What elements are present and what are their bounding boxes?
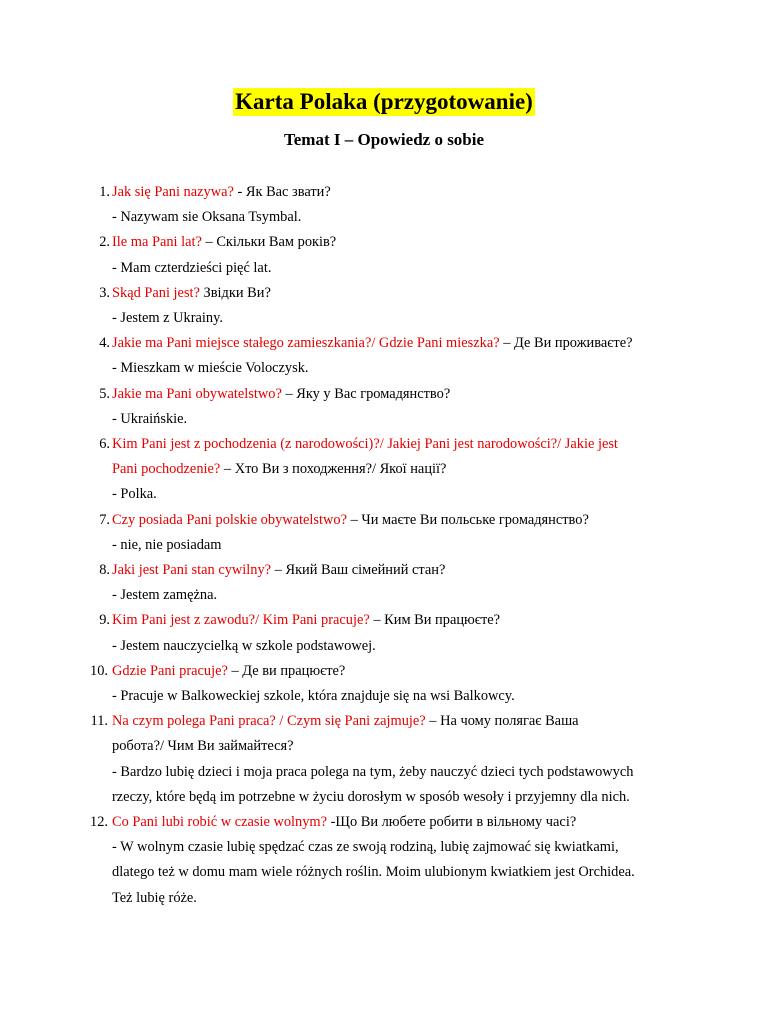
item-number: 2. — [99, 234, 110, 251]
item-line — [112, 457, 682, 482]
question-answer-list — [82, 180, 682, 911]
item-line — [112, 382, 682, 407]
item-number: 5. — [99, 385, 110, 402]
translation-text: – Чи маєте Ви польське громадянство? — [347, 511, 589, 528]
item-number: 6. — [99, 436, 110, 453]
question-text: Jakie ma Pani obywatelstwo? — [112, 385, 282, 402]
item-line — [112, 659, 682, 684]
answer-text: Też lubię róże. — [112, 889, 197, 906]
answer-text: - Jestem zamężna. — [112, 587, 218, 604]
question-text: Jakie ma Pani miejsce stałego zamieszkania?/ Gdzie Pani mieszka? — [112, 335, 500, 352]
list-item — [82, 558, 682, 608]
item-line — [112, 508, 682, 533]
answer-text: - Ukraińskie. — [112, 410, 188, 427]
translation-text: - Як Вас звати? — [233, 184, 331, 200]
item-line — [112, 533, 682, 558]
question-text: Na czym polega Pani praca? / Czym się Pani zajmuje? — [112, 713, 426, 730]
item-number: 9. — [99, 612, 110, 629]
item-line — [112, 860, 682, 885]
question-text: Jaki jest Pani stan cywilny? — [112, 562, 272, 579]
item-number: 1. — [99, 184, 110, 200]
list-item — [82, 659, 682, 709]
question-text: Jak się Pani nazywa? — [112, 184, 234, 200]
question-text: Ile ma Pani lat? — [112, 234, 202, 251]
translation-text: – Яку у Вас громадянство? — [281, 385, 451, 402]
item-line — [112, 558, 682, 583]
answer-text: - Bardzo lubię dzieci i moja praca polega na tym, żeby nauczyć dzieci tych podstawowych — [112, 763, 634, 780]
item-line — [112, 281, 682, 306]
list-item — [82, 608, 682, 658]
translation-text: – Де ви працюєте? — [227, 662, 346, 679]
item-line — [112, 734, 682, 759]
item-line — [112, 684, 682, 709]
answer-text: - Jestem nauczycielką w szkole podstawowej. — [112, 637, 376, 654]
list-item — [82, 331, 682, 381]
translation-text: – Де Ви проживаєте? — [499, 335, 633, 352]
translation-text: – Який Ваш сімейний стан? — [271, 562, 446, 579]
item-line — [112, 432, 682, 457]
list-item — [82, 382, 682, 432]
answer-text: - W wolnym czasie lubię spędzać czas ze swoją rodziną, lubię zajmować się kwiatkami, — [112, 839, 619, 856]
item-line — [112, 835, 682, 860]
item-line — [112, 331, 682, 356]
item-number: 3. — [99, 284, 110, 301]
item-line — [112, 407, 682, 432]
answer-text: робота?/ Чим Ви займайтеся? — [112, 738, 294, 755]
translation-text: – Ким Ви працюєте? — [369, 612, 501, 629]
question-text: Czy posiada Pani polskie obywatelstwo? — [112, 511, 348, 528]
list-item — [82, 508, 682, 558]
answer-text: rzeczy, które będą im potrzebne w życiu dorosłym w sposób wesoły i przyjemny dla nich. — [112, 788, 630, 805]
answer-text: dlatego też w domu mam wiele różnych roślin. Moim ulubionym kwiatkiem jest Orchidea. — [112, 864, 635, 881]
answer-text: - Pracuje w Balkoweckiej szkole, która znajduje się na wsi Balkowcy. — [112, 688, 515, 705]
list-item — [82, 432, 682, 508]
question-text: Co Pani lubi robić w czasie wolnym? — [112, 814, 328, 831]
translation-text: Звідки Ви? — [199, 284, 271, 301]
item-line — [112, 482, 682, 507]
item-line — [112, 256, 682, 281]
answer-text: - Nazywam sie Oksana Tsymbal. — [112, 209, 302, 226]
document-title: Karta Polaka (przygotowanie) — [235, 89, 533, 114]
question-text: Kim Pani jest z zawodu?/ Kim Pani pracuje? — [112, 612, 370, 629]
question-text: Pani pochodzenie? — [112, 461, 221, 478]
title-wrapper — [0, 88, 768, 116]
item-line — [112, 230, 682, 255]
list-item — [82, 281, 682, 331]
item-line — [112, 583, 682, 608]
item-number: 12. — [90, 814, 108, 831]
item-line — [112, 306, 682, 331]
answer-text: - Jestem z Ukrainy. — [112, 310, 223, 327]
translation-text: – Скільки Вам років? — [201, 234, 337, 251]
translation-text: – Хто Ви з походження?/ Якої нації? — [220, 461, 447, 478]
translation-text: – На чому полягає Ваша — [425, 713, 579, 730]
item-number: 8. — [99, 562, 110, 579]
answer-text: - Mieszkam w mieście Voloczysk. — [112, 360, 309, 377]
answer-text: - Polka. — [112, 486, 157, 503]
answer-text: - Mam czterdzieści pięć lat. — [112, 259, 272, 276]
item-line — [112, 886, 682, 911]
item-line — [112, 785, 682, 810]
item-number: 10. — [90, 662, 108, 679]
list-item — [82, 180, 682, 230]
item-line — [112, 760, 682, 785]
question-text: Skąd Pani jest? — [112, 284, 200, 301]
item-line — [112, 634, 682, 659]
list-item — [82, 810, 682, 911]
item-line — [112, 356, 682, 381]
list-item — [82, 230, 682, 280]
item-number: 7. — [99, 511, 110, 528]
item-line — [112, 180, 682, 205]
document-subtitle: Temat I – Opowiedz o sobie — [283, 130, 485, 149]
item-number: 4. — [99, 335, 110, 352]
item-line — [112, 205, 682, 230]
item-number: 11. — [90, 713, 108, 730]
list-item — [82, 709, 682, 810]
answer-text: - nie, nie posiadam — [112, 536, 222, 553]
translation-text: -Що Ви любете робити в вільному часі? — [327, 814, 577, 831]
item-line — [112, 810, 682, 835]
item-line — [112, 709, 682, 734]
item-line — [112, 608, 682, 633]
question-text: Kim Pani jest z pochodzenia (z narodowości)?/ Jakiej Pani jest narodowości?/ Jakie jest — [112, 436, 618, 453]
question-text: Gdzie Pani pracuje? — [112, 662, 228, 679]
